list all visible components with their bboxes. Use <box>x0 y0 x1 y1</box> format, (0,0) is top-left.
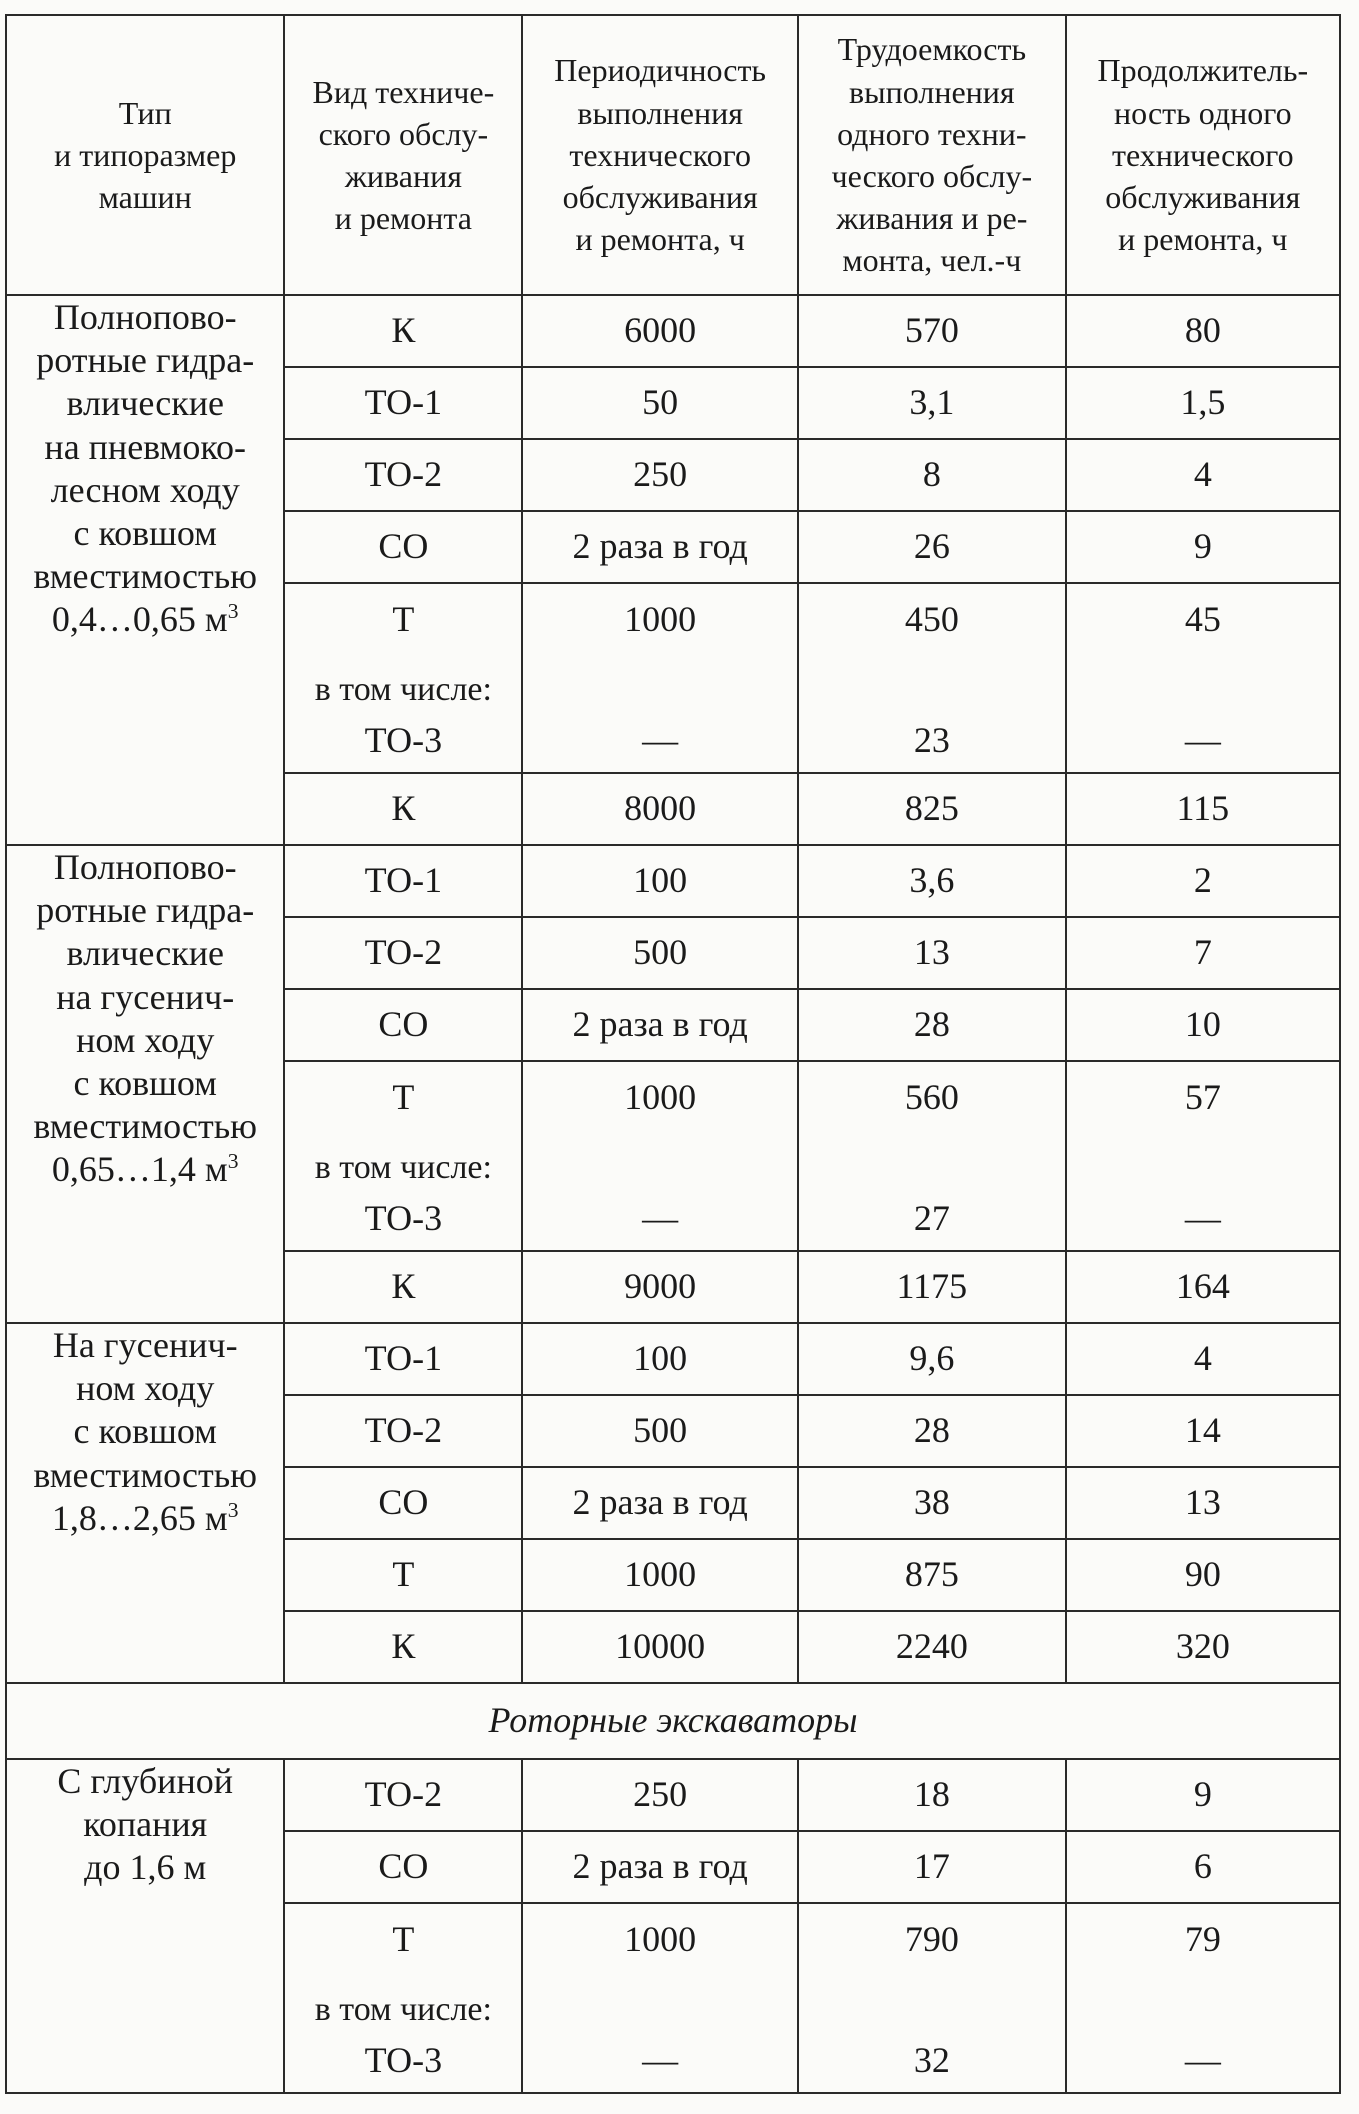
unit-exponent: 3 <box>227 599 239 624</box>
period-cell: 10000 <box>522 1611 798 1683</box>
period-cell: 500 <box>522 917 798 989</box>
kind-text: Т <box>392 599 415 639</box>
sub-duration: — <box>1184 719 1221 760</box>
sub-period: — <box>642 1197 679 1238</box>
duration-cell <box>1066 583 1340 773</box>
labor-cell: 9,6 <box>798 1323 1066 1395</box>
header-type: Тип и типоразмер машин <box>6 15 284 295</box>
labor-text: 450 <box>904 599 959 639</box>
period-cell: 2 раза в год <box>522 1467 798 1539</box>
labor-cell: 2240 <box>798 1611 1066 1683</box>
unit-exponent: 3 <box>227 1497 239 1522</box>
labor-cell: 8 <box>798 439 1066 511</box>
labor-cell: 28 <box>798 1395 1066 1467</box>
header-labor: Трудоемкость выполнения одного техни- ческого обслу- живания и ре- монта, чел.-ч <box>798 15 1066 295</box>
duration-cell: 4 <box>1066 1323 1340 1395</box>
kind-cell: СО <box>284 1831 522 1903</box>
labor-cell: 875 <box>798 1539 1066 1611</box>
labor-cell <box>798 583 1066 773</box>
labor-cell: 26 <box>798 511 1066 583</box>
period-cell <box>522 1061 798 1251</box>
labor-cell: 28 <box>798 989 1066 1061</box>
machine-type-cell <box>6 1323 284 1683</box>
duration-cell: 4 <box>1066 439 1340 511</box>
kind-cell: ТО-2 <box>284 439 522 511</box>
labor-cell <box>798 1061 1066 1251</box>
kind-cell <box>284 1061 522 1251</box>
header-kind: Вид техниче- ского обслу- живания и ремонта <box>284 15 522 295</box>
duration-text: 57 <box>1184 1077 1221 1117</box>
period-cell: 100 <box>522 1323 798 1395</box>
sub-kind: ТО-3 <box>364 1197 443 1238</box>
duration-cell: 80 <box>1066 295 1340 367</box>
sub-labor: 27 <box>913 1197 950 1238</box>
sub-kind: ТО-3 <box>364 2039 443 2080</box>
labor-text: 560 <box>904 1077 959 1117</box>
header-period: Периодичность выполнения технического обслуживания и ремонта, ч <box>522 15 798 295</box>
kind-cell: К <box>284 1611 522 1683</box>
kind-cell <box>284 1903 522 2093</box>
unit-exponent: 3 <box>227 1149 239 1174</box>
duration-cell: 90 <box>1066 1539 1340 1611</box>
labor-cell: 825 <box>798 773 1066 845</box>
sub-duration: — <box>1184 1197 1221 1238</box>
kind-cell <box>284 583 522 773</box>
duration-cell: 1,5 <box>1066 367 1340 439</box>
section-title: Роторные экскаваторы <box>6 1683 1340 1759</box>
kind-cell: СО <box>284 989 522 1061</box>
labor-text: 790 <box>904 1919 959 1959</box>
period-cell: 250 <box>522 1759 798 1831</box>
kind-cell: ТО-2 <box>284 1395 522 1467</box>
labor-cell: 17 <box>798 1831 1066 1903</box>
machine-type-cell <box>6 845 284 1323</box>
machine-type-text: С глубиной копания до 1,6 м <box>57 1761 233 1888</box>
period-cell: 2 раза в год <box>522 989 798 1061</box>
machine-type-text: На гусенич- ном ходу с ковшом вместимостью 1,8…2,65 м <box>33 1325 258 1538</box>
kind-cell: СО <box>284 1467 522 1539</box>
duration-cell <box>1066 1061 1340 1251</box>
period-text: 1000 <box>624 1077 697 1117</box>
labor-cell: 1175 <box>798 1251 1066 1323</box>
maintenance-table <box>5 14 1341 2094</box>
kind-cell: Т <box>284 1539 522 1611</box>
sub-labor: 32 <box>913 2039 950 2080</box>
period-text: 1000 <box>624 1919 697 1959</box>
labor-cell: 18 <box>798 1759 1066 1831</box>
table-row <box>6 1323 1340 1395</box>
period-cell <box>522 1903 798 2093</box>
sub-note: в том числе: <box>314 1991 492 2028</box>
sub-note: в том числе: <box>314 1149 492 1186</box>
labor-cell <box>798 1903 1066 2093</box>
duration-cell: 14 <box>1066 1395 1340 1467</box>
duration-cell: 2 <box>1066 845 1340 917</box>
duration-cell: 13 <box>1066 1467 1340 1539</box>
kind-cell: ТО-1 <box>284 1323 522 1395</box>
duration-cell: 320 <box>1066 1611 1340 1683</box>
duration-cell: 115 <box>1066 773 1340 845</box>
section-row <box>6 1683 1340 1759</box>
period-cell: 50 <box>522 367 798 439</box>
kind-cell: К <box>284 1251 522 1323</box>
period-cell: 1000 <box>522 1539 798 1611</box>
period-cell: 8000 <box>522 773 798 845</box>
kind-cell: ТО-1 <box>284 845 522 917</box>
period-cell: 2 раза в год <box>522 511 798 583</box>
machine-type-cell <box>6 1759 284 2093</box>
period-cell: 500 <box>522 1395 798 1467</box>
period-cell: 250 <box>522 439 798 511</box>
kind-text: Т <box>392 1077 415 1117</box>
machine-type-text: Полнопово- ротные гидра- влические на гусенич- ном ходу с ковшом вместимостью 0,65…1,4 м <box>33 847 258 1190</box>
labor-cell: 3,6 <box>798 845 1066 917</box>
duration-text: 79 <box>1184 1919 1221 1959</box>
machine-type-cell <box>6 295 284 845</box>
sub-labor: 23 <box>913 719 950 760</box>
labor-cell: 38 <box>798 1467 1066 1539</box>
period-text: 1000 <box>624 599 697 639</box>
period-cell: 6000 <box>522 295 798 367</box>
table-row <box>6 1759 1340 1831</box>
kind-cell: СО <box>284 511 522 583</box>
kind-text: Т <box>392 1919 415 1959</box>
header-row <box>6 15 1340 295</box>
duration-cell: 9 <box>1066 511 1340 583</box>
machine-type-text: Полнопово- ротные гидра- влические на пневмоко- лесном ходу с ковшом вместимостью 0,4…0,65 м <box>33 297 258 640</box>
kind-cell: ТО-2 <box>284 917 522 989</box>
duration-cell <box>1066 1903 1340 2093</box>
duration-cell: 164 <box>1066 1251 1340 1323</box>
kind-cell: К <box>284 295 522 367</box>
kind-cell: ТО-2 <box>284 1759 522 1831</box>
kind-cell: ТО-1 <box>284 367 522 439</box>
sub-note: в том числе: <box>314 671 492 708</box>
table-row <box>6 295 1340 367</box>
sub-duration: — <box>1184 2039 1221 2080</box>
duration-cell: 6 <box>1066 1831 1340 1903</box>
labor-cell: 13 <box>798 917 1066 989</box>
sub-kind: ТО-3 <box>364 719 443 760</box>
sub-period: — <box>642 2039 679 2080</box>
period-cell: 100 <box>522 845 798 917</box>
sub-period: — <box>642 719 679 760</box>
duration-cell: 7 <box>1066 917 1340 989</box>
duration-cell: 10 <box>1066 989 1340 1061</box>
duration-text: 45 <box>1184 599 1221 639</box>
header-duration: Продолжитель- ность одного технического обслуживания и ремонта, ч <box>1066 15 1340 295</box>
labor-cell: 570 <box>798 295 1066 367</box>
duration-cell: 9 <box>1066 1759 1340 1831</box>
period-cell: 2 раза в год <box>522 1831 798 1903</box>
period-cell <box>522 583 798 773</box>
period-cell: 9000 <box>522 1251 798 1323</box>
table-row <box>6 845 1340 917</box>
labor-cell: 3,1 <box>798 367 1066 439</box>
kind-cell: К <box>284 773 522 845</box>
